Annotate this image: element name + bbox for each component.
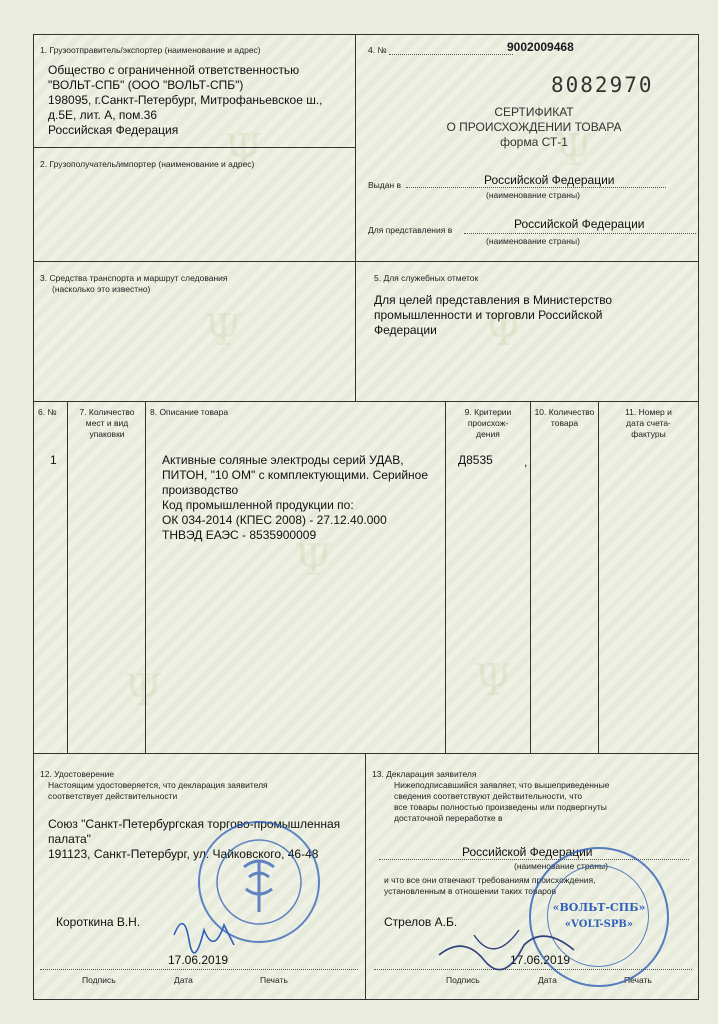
col-packages-header: 7. Количество мест и вид упаковки	[79, 407, 135, 439]
country-hint: (наименование страны)	[486, 190, 580, 200]
declaration-country: Российской Федерации	[462, 845, 593, 859]
watermark-emblem: Ψ	[224, 125, 263, 176]
exporter-details: Общество с ограниченной ответственностью "ВОЛЬТ-СПБ" (ООО "ВОЛЬТ-СПБ") 198095, г.Санкт-Петербург, Митрофаньевское ш., д.5Е, лит. А, пом.36 Российская Федерация	[48, 63, 323, 137]
country-hint: (наименование страны)	[514, 861, 608, 871]
watermark-emblem: Ψ	[554, 125, 593, 176]
box12-label: 12. Удостоверение	[40, 769, 115, 779]
issued-label: Выдан в	[368, 180, 402, 190]
signature-caption: Подпись	[82, 975, 116, 985]
watermark-emblem: Ψ	[474, 655, 513, 706]
watermark-emblem: Ψ	[124, 665, 163, 716]
box13-label: 13. Декларация заявителя	[372, 769, 477, 779]
col-quantity-header: 10. Количество товара	[534, 407, 595, 428]
watermark-emblem: Ψ	[294, 535, 333, 586]
certificate-number: 9002009468	[507, 40, 574, 54]
for-label: Для представления в	[368, 225, 453, 235]
goods-quantity: ,	[524, 455, 528, 469]
date-caption: Дата	[174, 975, 193, 985]
box1-label: 1. Грузоотправитель/экспортер (наименование и адрес)	[40, 45, 261, 55]
seal-caption: Печать	[260, 975, 288, 985]
box4-label: 4. №	[368, 45, 387, 55]
watermark-emblem: Ψ	[204, 305, 243, 356]
declarant-date: 17.06.2019	[510, 953, 571, 967]
certificate-serial: 8082970	[551, 73, 654, 97]
row-number: 1	[50, 453, 57, 467]
goods-description: Активные соляные электроды серий УДАВ, ПИТОН, "10 ОМ" с комплектующими. Серийное производство Код промышленной продукции по: ОК 034-2014 (КПЕС 2008) - 27.12.40.000 ТНВЭД ЕАЭС - 8535900009	[162, 453, 428, 542]
declaration-text-2: и что все они отвечают требованиям происхождения, установленным в отношении таких товаров	[384, 875, 596, 896]
chamber-details: Союз "Санкт-Петербургская торгово-промышленная палата" 191123, Санкт-Петербург, ул. Чайковского, 46-48	[48, 817, 341, 861]
origin-criteria: Д8535	[458, 453, 493, 467]
issued-country: Российской Федерации	[484, 173, 615, 187]
certifier-name: Короткина В.Н.	[56, 915, 141, 929]
declarant-name: Стрелов А.Б.	[384, 915, 458, 929]
date-caption: Дата	[538, 975, 557, 985]
certification-text: Настоящим удостоверяется, что декларация заявителя соответствует действительности	[48, 780, 268, 801]
company-seal-stamp: «ВОЛЬТ-СПБ» «VOLT-SPB»	[529, 847, 669, 987]
certifier-signature	[164, 905, 244, 965]
box3-label: 3. Средства транспорта и маршрут следования (насколько это известно)	[40, 273, 228, 294]
certificate-title: СЕРТИФИКАТ О ПРОИСХОЖДЕНИИ ТОВАРА форма СТ-1	[446, 105, 622, 149]
col-criteria-header: 9. Критерии происхож- дения	[464, 407, 512, 439]
box2-label: 2. Грузополучатель/импортер (наименование и адрес)	[40, 159, 255, 169]
certificate-sheet	[33, 34, 699, 1000]
country-hint: (наименование страны)	[486, 236, 580, 246]
col-description-header: 8. Описание товара	[150, 407, 229, 417]
official-notes: Для целей представления в Министерство промышленности и торговли Российской Федерации	[374, 293, 613, 337]
declarant-signature	[434, 915, 584, 975]
certifier-date: 17.06.2019	[168, 953, 229, 967]
signature-caption: Подпись	[446, 975, 480, 985]
col-number-header: 6. №	[38, 407, 57, 417]
for-country: Российской Федерации	[514, 217, 645, 231]
declaration-text: Нижеподписавшийся заявляет, что вышеприведенные сведения соответствуют действительности, что все товары полностью произведены или подвергнуты достаточной переработке в	[394, 780, 610, 823]
box5-label: 5. Для служебных отметок	[374, 273, 479, 283]
seal-caption: Печать	[624, 975, 652, 985]
watermark-emblem: Ψ	[484, 305, 523, 356]
col-invoice-header: 11. Номер и дата счета- фактуры	[625, 407, 672, 439]
